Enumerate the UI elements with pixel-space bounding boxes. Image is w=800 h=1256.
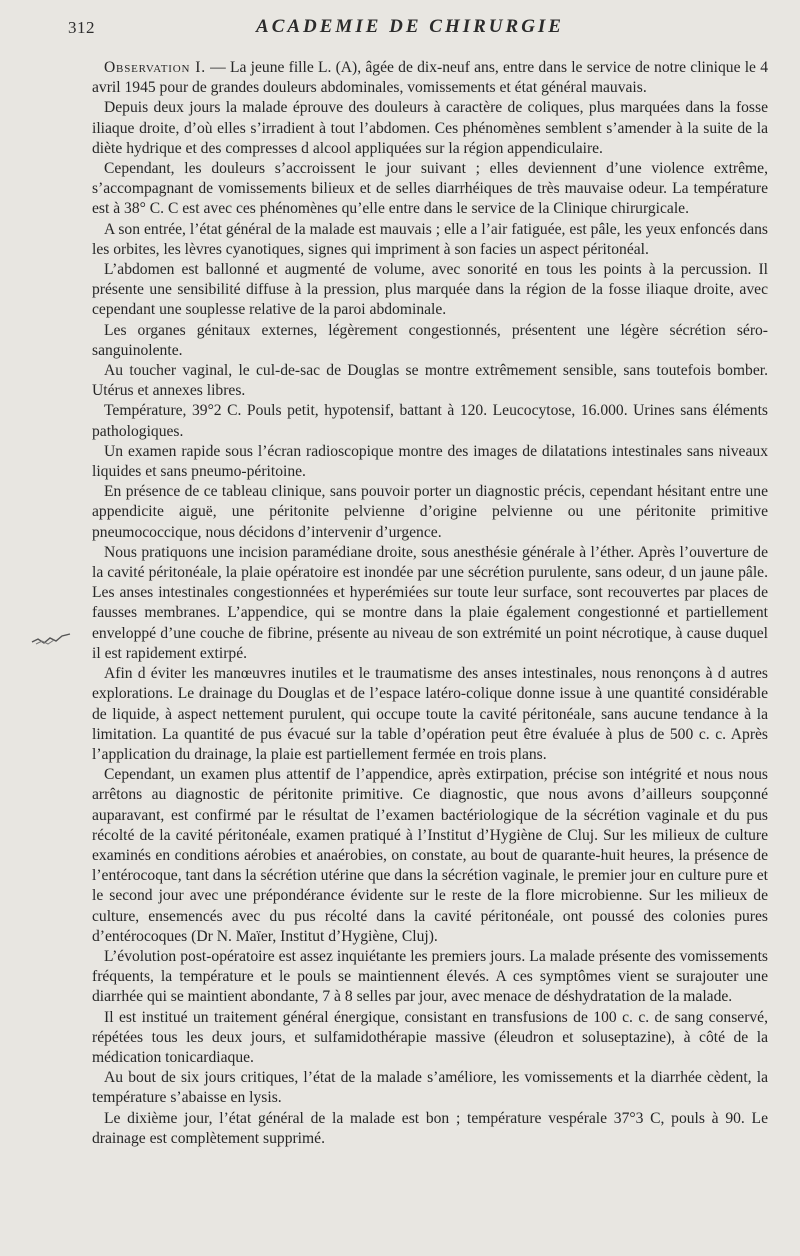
paragraph: Nous pratiquons une incision paramédiane droite, sous anesthésie générale à l’éther. Après l’ouverture de la cavité péritonéale, la plaie opératoire est inondée par une sécrétion purulente, sans odeur, d un jaune pâle. Les anses intestinales congestionnées et hyperémiées sur toute leur surface, sont recouvertes par places de fausses membranes. L’appendice, qui se montre dans la plaie également congestionné et partiellement enveloppé d’une couche de fibrine, présente au niveau de son extrémité un point nécrotique, à cause duquel il est rapidement extirpé. [92, 543, 768, 662]
observation-label: Observation I. [104, 59, 206, 76]
paragraph: L’évolution post-opératoire est assez inquiétante les premiers jours. La malade présente des vomissements fréquents, la température et le pouls se maintiennent élevés. A ces symptômes vient se surajouter une diarrhée qui se maintient abondante, 7 à 8 selles par jour, avec menace de déshydratation de la malade. [92, 947, 768, 1006]
paragraph: Au toucher vaginal, le cul-de-sac de Douglas se montre extrêmement sensible, sans toutefois bomber. Utérus et annexes libres. [92, 362, 768, 400]
paragraph: L’abdomen est ballonné et augmenté de volume, avec sonorité en tous les points à la percussion. Il présente une sensibilité diffuse à la pression, plus marquée dans la région de la fosse iliaque droite, avec cependant une souplesse relative de la paroi abdominale. [92, 261, 768, 319]
paragraph: Il est institué un traitement général énergique, consistant en transfusions de 100 c. c. de sang conservé, répétées tous les deux jours, et sulfamidothérapie massive (éleudron et soluseptazine), à côté de la médication tonicardiaque. [92, 1008, 768, 1066]
paragraph: Cependant, un examen plus attentif de l’appendice, après extirpation, précise son intégrité et nous nous arrêtons au diagnostic de péritonite primitive. Ce diagnostic, que nous avons d’ailleurs soupçonné auparavant, est confirmé par le résultat de l’examen bactériologique de la sécrétion vaginale et du pus récolté de la cavité péritonéale, examen pratiqué à l’Institut d’Hygiène de Cluj. Sur les milieux de culture examinés en conditions aérobies et anaérobies, on constate, au bout de quarante-huit heures, la présence de l’entérocoque, tant dans la sécrétion utérine que dans la sécrétion vaginale, le premier jour en culture pure et le second jour avec une prépondérance évidente sur le reste de la flore microbienne. Sur les milieux de culture, ensemencés avec du pus récolté dans la cavité péritonéale, ont poussé des colonies pures d’entérocoques (Dr N. Maïer, Institut d’Hygiène, Cluj). [92, 766, 768, 945]
body-text [92, 58, 768, 1149]
paragraph: A son entrée, l’état général de la malade est mauvais ; elle a l’air fatiguée, est pâle, les yeux enfoncés dans les orbites, les lèvres cyanotiques, signes qui impriment à son facies un aspect péritonéal. [92, 220, 768, 258]
paragraph: Au bout de six jours critiques, l’état de la malade s’améliore, les vomissements et la diarrhée cèdent, la température s’abaisse en lysis. [92, 1069, 768, 1107]
paragraph: En présence de ce tableau clinique, sans pouvoir porter un diagnostic précis, cependant hésitant entre une appendicite aiguë, une péritonite pelvienne d’origine pelvienne ou une péritonite primitive pneumococcique, nous décidons d’intervenir d’urgence. [92, 483, 768, 541]
paragraph: Température, 39°2 C. Pouls petit, hypotensif, battant à 120. Leucocytose, 16.000. Urines sans éléments pathologiques. [92, 402, 768, 440]
paragraph: Cependant, les douleurs s’accroissent le jour suivant ; elles deviennent d’une violence extrême, s’accompagnant de vomissements bilieux et de selles diarrhéiques de très mauvaise odeur. La température est à 38° C. C est avec ces phénomènes qu’elle entre dans le service de la Clinique chirurgicale. [92, 160, 768, 218]
paragraph [92, 58, 768, 98]
page-number: 312 [68, 18, 95, 37]
running-head: ACADEMIE DE CHIRURGIE [256, 16, 564, 37]
paragraph: Un examen rapide sous l’écran radioscopique montre des images de dilatations intestinales sans niveaux liquides et sans pneumo-péritoine. [92, 442, 768, 481]
paragraph: Depuis deux jours la malade éprouve des douleurs à caractère de coliques, plus marquées dans la fosse iliaque droite, d’où elles s’irradient à tout l’abdomen. Ces phénomènes semblent s’amender à la suite de la diète hydrique et des compresses d alcool appliquées sur la région appendiculaire. [92, 99, 768, 157]
paragraph: Afin d éviter les manœuvres inutiles et le traumatisme des anses intestinales, nous renonçons à d autres explorations. Le drainage du Douglas et de l’espace latéro-colique donne issue à une quantité considérable de liquide, à aspect nettement purulent, qui occupe toute la cavité péritonéale, sans aucune tendance à la limitation. La quantité de pus évacué sur la table d’opération peut être évaluée à plus de 500 c. c. Après l’application du drainage, la plaie est partiellement fermée en trois plans. [92, 665, 768, 763]
margin-pencil-mark [30, 630, 72, 648]
paragraph: Le dixième jour, l’état général de la malade est bon ; température vespérale 37°3 C, pouls à 90. Le drainage est complètement supprimé. [92, 1109, 768, 1147]
paragraph: Les organes génitaux externes, légèrement congestionnés, présentent une légère sécrétion séro-sanguinolente. [92, 321, 768, 359]
paragraph-text: — La jeune fille L. (A), âgée de dix-neuf ans, entre dans le service de notre clinique le 4 avril 1945 pour de grandes douleurs abdominales, vomissements et état général mauvais. [92, 59, 768, 97]
page-header [68, 16, 752, 44]
